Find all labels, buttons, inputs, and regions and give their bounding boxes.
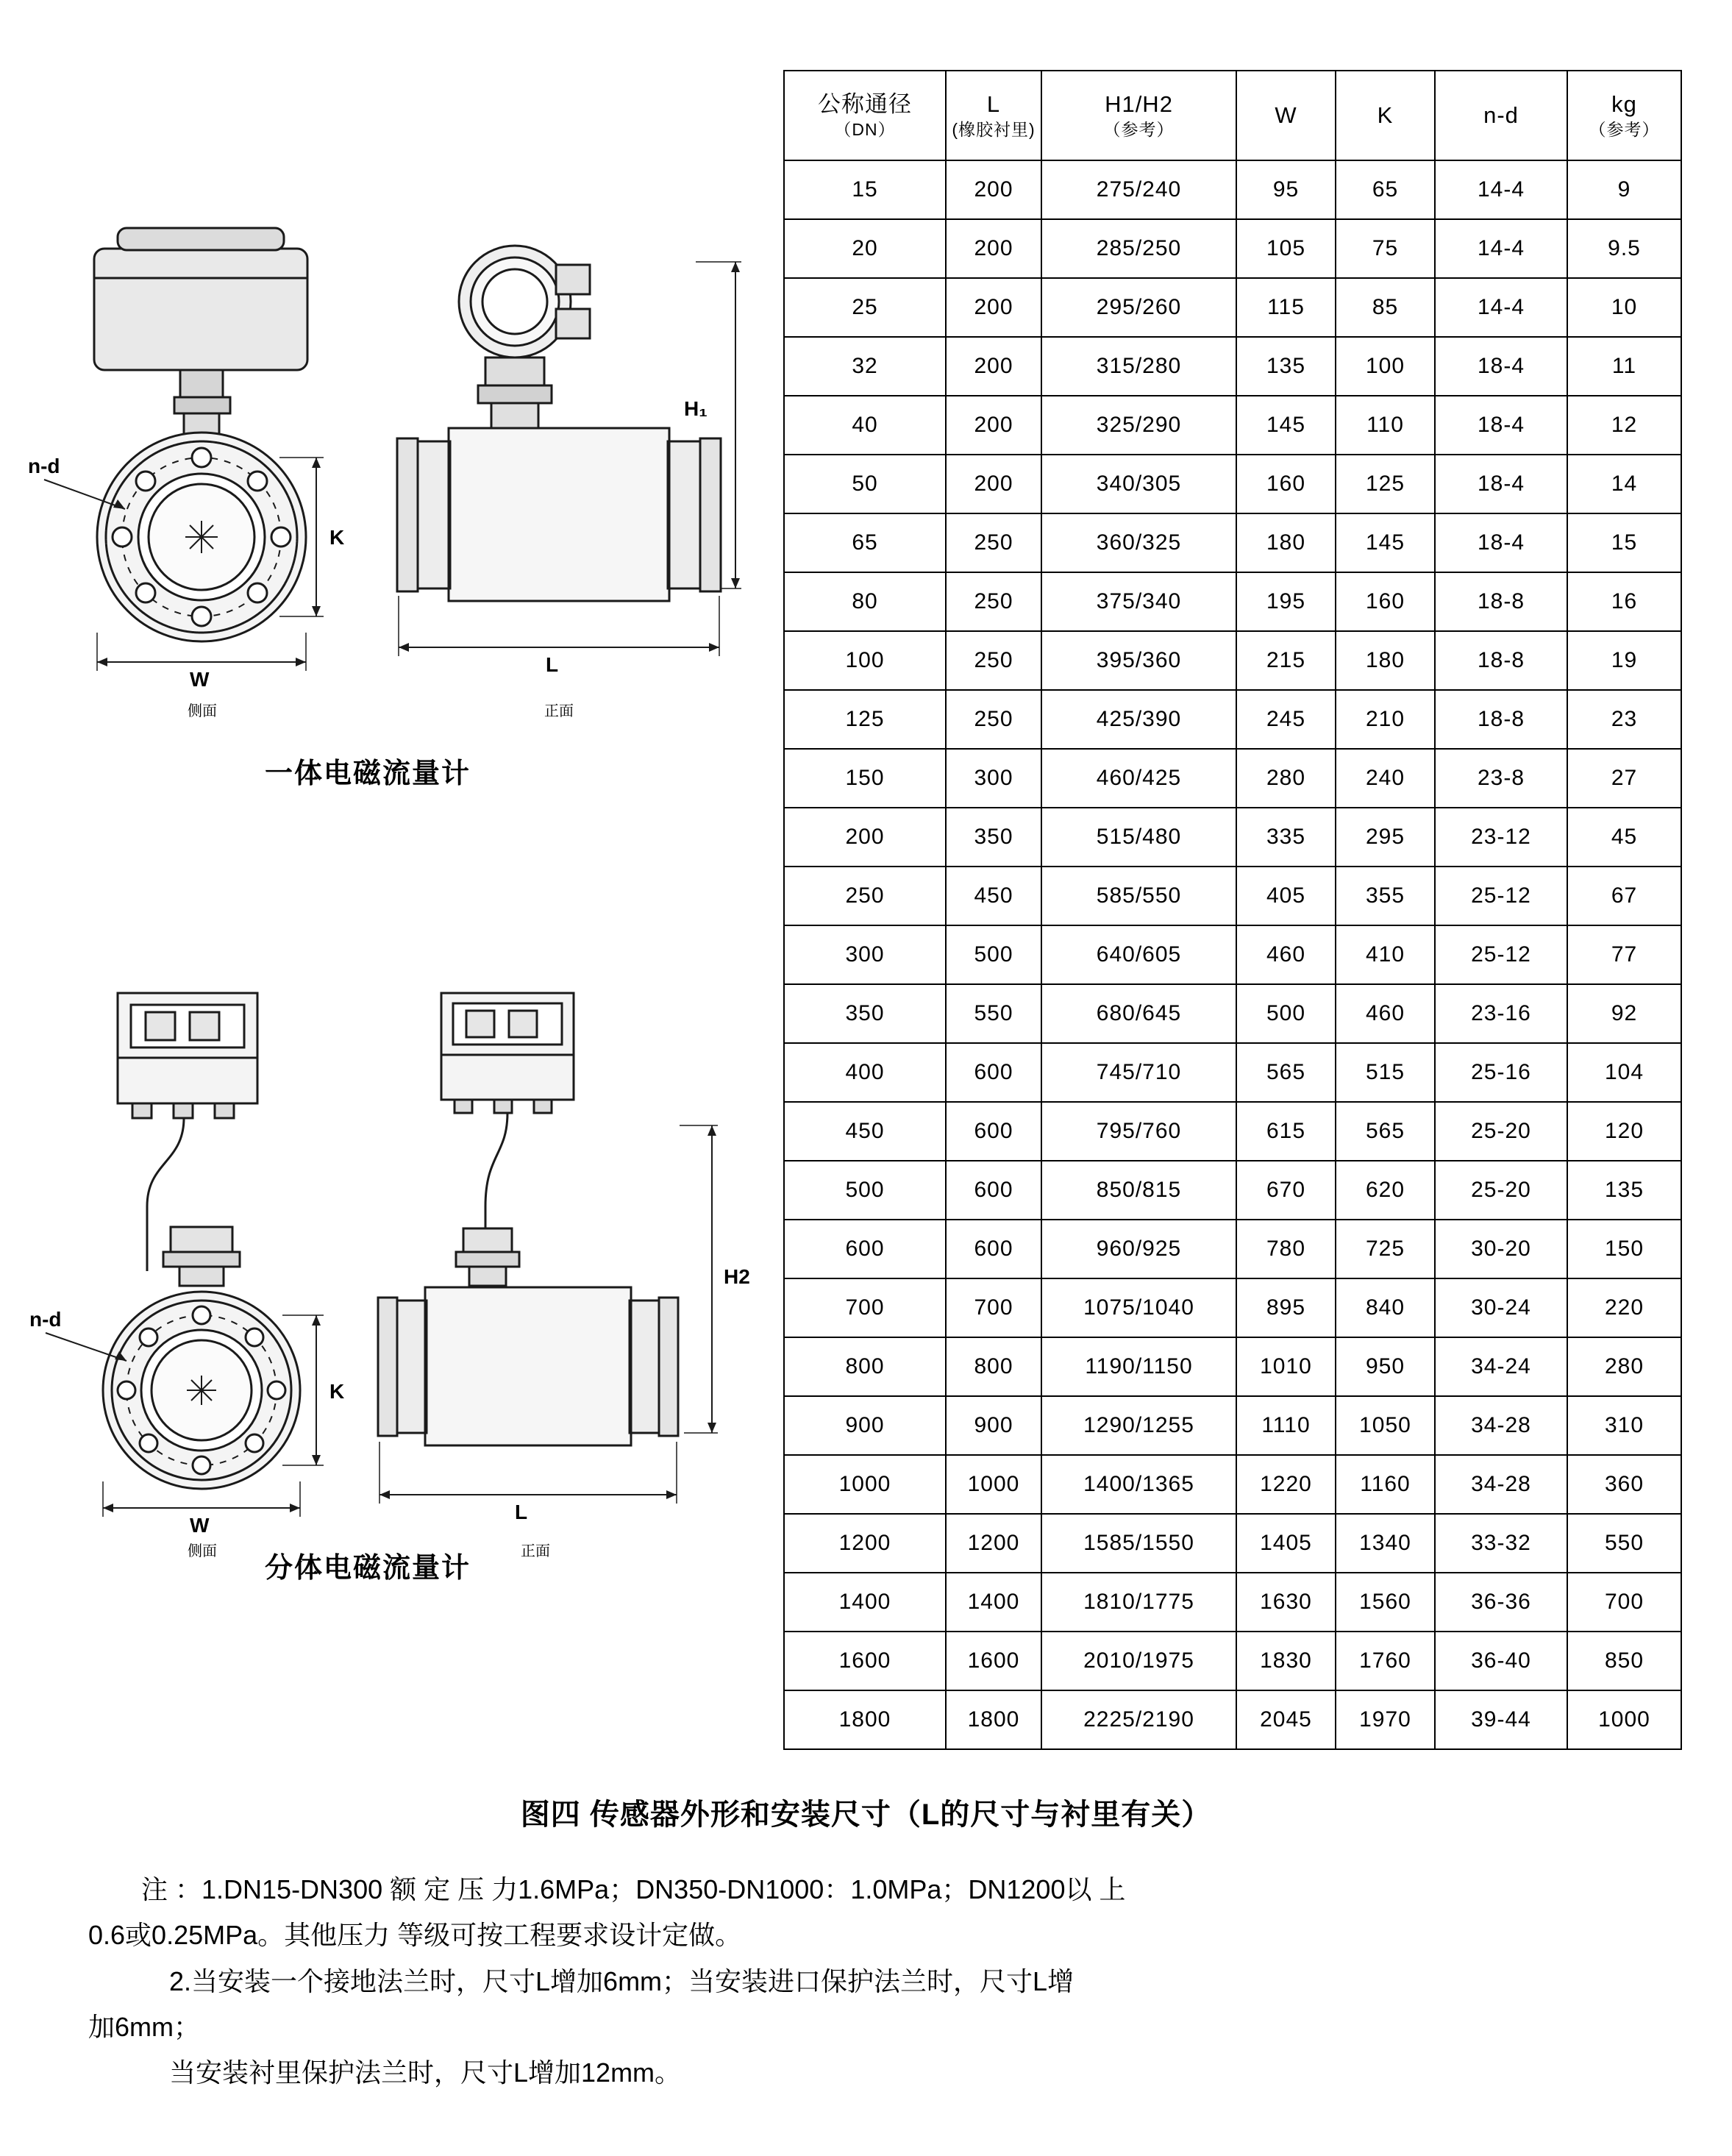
table-row [784,455,1681,513]
table-cell: 14-4 [1435,278,1567,337]
table-cell: 900 [784,1396,946,1455]
table-cell: 1970 [1336,1690,1435,1749]
table-cell: 100 [784,631,946,690]
table-cell: 245 [1236,690,1336,749]
table-cell: 65 [784,513,946,572]
table-cell: 18-4 [1435,513,1567,572]
table-row [784,1690,1681,1749]
table-cell: 160 [1336,572,1435,631]
label-w-bottom: W [190,1514,210,1537]
table-cell: 335 [1236,808,1336,867]
figure-integrated-flowmeter [0,221,758,824]
table-cell: 585/550 [1041,867,1236,925]
table-row [784,337,1681,396]
table-cell: 1075/1040 [1041,1278,1236,1337]
table-cell: 460/425 [1041,749,1236,808]
table-cell: 220 [1567,1278,1681,1337]
table-cell: 250 [784,867,946,925]
table-cell: 2045 [1236,1690,1336,1749]
table-cell: 280 [1236,749,1336,808]
table-row [784,749,1681,808]
table-cell: 850 [1567,1632,1681,1690]
table-cell: 9.5 [1567,219,1681,278]
table-header-row [784,71,1681,160]
table-cell: 850/815 [1041,1161,1236,1220]
figure-title: 图四 传感器外形和安装尺寸（L的尺寸与衬里有关） [520,1799,1212,1831]
table-cell: 1405 [1236,1514,1336,1573]
table-cell: 115 [1236,278,1336,337]
table-cell: 960/925 [1041,1220,1236,1278]
table-cell: 565 [1336,1102,1435,1161]
table-row [784,396,1681,455]
table-cell: 14-4 [1435,219,1567,278]
table-cell: 350 [946,808,1041,867]
table-cell: 1585/1550 [1041,1514,1236,1573]
view-label-side-top: 侧面 [188,703,217,719]
table-cell: 1000 [784,1455,946,1514]
table-cell: 200 [784,808,946,867]
table-cell: 150 [784,749,946,808]
table-cell: 550 [946,984,1041,1043]
table-cell: 92 [1567,984,1681,1043]
table-cell: 375/340 [1041,572,1236,631]
table-cell: 34-28 [1435,1396,1567,1455]
table-cell: 1290/1255 [1041,1396,1236,1455]
notes-block [88,1868,1655,2098]
table-cell: 104 [1567,1043,1681,1102]
table-cell: 460 [1336,984,1435,1043]
table-cell: 2225/2190 [1041,1690,1236,1749]
label-l-bottom: L [515,1501,528,1523]
table-header-cell [1236,71,1336,160]
view-label-front-top: 正面 [544,703,574,719]
table-header-cell [784,71,946,160]
table-cell: 23-8 [1435,749,1567,808]
table-row [784,1573,1681,1632]
table-cell: 18-8 [1435,690,1567,749]
table-cell: 10 [1567,278,1681,337]
table-cell: 275/240 [1041,160,1236,219]
table-cell: 745/710 [1041,1043,1236,1102]
header-main: W [1275,102,1297,128]
table-cell: 20 [784,219,946,278]
table-cell: 295 [1336,808,1435,867]
table-row [784,1043,1681,1102]
header-sub: （参考） [1589,120,1660,139]
table-row [784,1396,1681,1455]
separated-flowmeter-drawing [0,971,758,1633]
table-cell: 680/645 [1041,984,1236,1043]
table-cell: 145 [1336,513,1435,572]
table-cell: 250 [946,513,1041,572]
table-cell: 1340 [1336,1514,1435,1573]
table-row [784,160,1681,219]
table-cell: 410 [1336,925,1435,984]
header-main: H1/H2 [1105,91,1173,118]
table-cell: 800 [946,1337,1041,1396]
table-cell: 135 [1236,337,1336,396]
table-cell: 18-8 [1435,572,1567,631]
table-cell: 200 [946,337,1041,396]
table-row [784,925,1681,984]
table-cell: 39-44 [1435,1690,1567,1749]
table-cell: 1800 [784,1690,946,1749]
label-l-top: L [546,653,559,676]
table-cell: 670 [1236,1161,1336,1220]
table-row [784,513,1681,572]
table-cell: 160 [1236,455,1336,513]
note-line: 加6mm； [88,2011,200,2042]
note-line: 0.6或0.25MPa。其他压力 等级可按工程要求设计定做。 [88,1920,742,1951]
table-cell: 200 [946,396,1041,455]
table-cell: 30-20 [1435,1220,1567,1278]
label-nd-bottom: n-d [29,1308,62,1331]
table-cell: 2010/1975 [1041,1632,1236,1690]
table-cell: 840 [1336,1278,1435,1337]
table-cell: 1200 [784,1514,946,1573]
table-cell: 250 [946,631,1041,690]
table-cell: 18-4 [1435,396,1567,455]
label-nd-top: n-d [28,455,60,477]
table-cell: 280 [1567,1337,1681,1396]
table-cell: 11 [1567,337,1681,396]
table-row [784,572,1681,631]
table-cell: 25-20 [1435,1161,1567,1220]
table-cell: 195 [1236,572,1336,631]
table-cell: 45 [1567,808,1681,867]
table-cell: 25-12 [1435,867,1567,925]
table-cell: 215 [1236,631,1336,690]
caption-integrated-flowmeter: 一体电磁流量计 [264,758,471,789]
table-cell: 23-12 [1435,808,1567,867]
table-cell: 150 [1567,1220,1681,1278]
sensor-dimension-table [783,70,1682,1750]
table-cell: 180 [1336,631,1435,690]
table-header-cell [1567,71,1681,160]
table-row [784,1161,1681,1220]
table-cell: 640/605 [1041,925,1236,984]
header-sub: （DN） [834,120,896,139]
table-cell: 1830 [1236,1632,1336,1690]
table-cell: 360/325 [1041,513,1236,572]
table-cell: 1400/1365 [1041,1455,1236,1514]
table-header-cell [1336,71,1435,160]
table-cell: 900 [946,1396,1041,1455]
table-cell: 450 [946,867,1041,925]
table-cell: 23-16 [1435,984,1567,1043]
table-cell: 80 [784,572,946,631]
table-cell: 33-32 [1435,1514,1567,1573]
table-cell: 18-8 [1435,631,1567,690]
table-cell: 1810/1775 [1041,1573,1236,1632]
table-row [784,219,1681,278]
table-cell: 1400 [946,1573,1041,1632]
table-cell: 32 [784,337,946,396]
table-row [784,808,1681,867]
table-cell: 200 [946,455,1041,513]
table-cell: 25-20 [1435,1102,1567,1161]
note-line: 注 ：1.DN15-DN300 额 定 压 力1.6MPa；DN350-DN1000：1.0MPa；DN1200以 上 [141,1874,1126,1904]
table-cell: 16 [1567,572,1681,631]
label-h1-top: H₁ [684,397,708,420]
table-cell: 565 [1236,1043,1336,1102]
table-cell: 27 [1567,749,1681,808]
table-cell: 895 [1236,1278,1336,1337]
table-cell: 1200 [946,1514,1041,1573]
table-cell: 1630 [1236,1573,1336,1632]
table-cell: 615 [1236,1102,1336,1161]
table-cell: 1600 [784,1632,946,1690]
table-cell: 200 [946,219,1041,278]
table-cell: 1050 [1336,1396,1435,1455]
table-cell: 250 [946,572,1041,631]
table-cell: 50 [784,455,946,513]
table-cell: 700 [784,1278,946,1337]
table-cell: 145 [1236,396,1336,455]
table-cell: 600 [946,1220,1041,1278]
table-row [784,1278,1681,1337]
table-row [784,1337,1681,1396]
table-cell: 1600 [946,1632,1041,1690]
table-cell: 1560 [1336,1573,1435,1632]
table-row [784,278,1681,337]
table-cell: 1220 [1236,1455,1336,1514]
table-cell: 795/760 [1041,1102,1236,1161]
table-cell: 14-4 [1435,160,1567,219]
table-cell: 200 [946,278,1041,337]
table-cell: 9 [1567,160,1681,219]
table-cell: 200 [946,160,1041,219]
table-cell: 15 [784,160,946,219]
header-sub: （参考） [1103,120,1175,139]
table-cell: 34-28 [1435,1455,1567,1514]
table-row [784,1514,1681,1573]
label-k-top: K [329,526,345,549]
table-cell: 95 [1236,160,1336,219]
table-cell: 250 [946,690,1041,749]
view-label-side-bottom: 侧面 [188,1543,217,1559]
table-cell: 300 [784,925,946,984]
table-cell: 110 [1336,396,1435,455]
table-row [784,1102,1681,1161]
table-row [784,984,1681,1043]
table-cell: 460 [1236,925,1336,984]
header-main: kg [1611,91,1637,118]
table-cell: 12 [1567,396,1681,455]
table-body [784,160,1681,1749]
table-cell: 75 [1336,219,1435,278]
table-cell: 310 [1567,1396,1681,1455]
table-cell: 600 [946,1161,1041,1220]
table-cell: 620 [1336,1161,1435,1220]
table-cell: 400 [784,1043,946,1102]
table-header-cell [1435,71,1567,160]
table-cell: 1010 [1236,1337,1336,1396]
table-cell: 125 [784,690,946,749]
table-row [784,867,1681,925]
table-cell: 40 [784,396,946,455]
table-cell: 450 [784,1102,946,1161]
table-cell: 36-36 [1435,1573,1567,1632]
integrated-flowmeter-drawing [0,221,758,824]
table-cell: 360 [1567,1455,1681,1514]
table-cell: 14 [1567,455,1681,513]
table-cell: 15 [1567,513,1681,572]
table-cell: 23 [1567,690,1681,749]
table-cell: 240 [1336,749,1435,808]
table-cell: 105 [1236,219,1336,278]
table-cell: 125 [1336,455,1435,513]
table-cell: 285/250 [1041,219,1236,278]
table-cell: 500 [946,925,1041,984]
table-cell: 18-4 [1435,455,1567,513]
header-sub: (橡胶衬里) [952,120,1036,139]
table-cell: 300 [946,749,1041,808]
table-cell: 30-24 [1435,1278,1567,1337]
table-cell: 340/305 [1041,455,1236,513]
table-cell: 950 [1336,1337,1435,1396]
table-row [784,690,1681,749]
table-cell: 18-4 [1435,337,1567,396]
table-cell: 780 [1236,1220,1336,1278]
table-cell: 395/360 [1041,631,1236,690]
table-row [784,1220,1681,1278]
table-cell: 25-12 [1435,925,1567,984]
table-cell: 1190/1150 [1041,1337,1236,1396]
table-header-cell [1041,71,1236,160]
table-cell: 1800 [946,1690,1041,1749]
table-cell: 315/280 [1041,337,1236,396]
table-cell: 600 [946,1102,1041,1161]
note-line: 当安装衬里保护法兰时，尺寸L增加12mm。 [169,2057,682,2088]
table-cell: 515 [1336,1043,1435,1102]
caption-separated-flowmeter: 分体电磁流量计 [264,1553,471,1584]
header-main: 公称通径 [818,91,912,118]
label-k-bottom: K [329,1380,345,1403]
table-cell: 77 [1567,925,1681,984]
table-cell: 800 [784,1337,946,1396]
table-cell: 700 [1567,1573,1681,1632]
table-cell: 600 [946,1043,1041,1102]
table-cell: 500 [784,1161,946,1220]
table-cell: 1110 [1236,1396,1336,1455]
table-cell: 25-16 [1435,1043,1567,1102]
table-row [784,1455,1681,1514]
header-main: L [986,91,1001,118]
table-cell: 34-24 [1435,1337,1567,1396]
table-cell: 1160 [1336,1455,1435,1514]
table-cell: 100 [1336,337,1435,396]
table-cell: 350 [784,984,946,1043]
table-cell: 550 [1567,1514,1681,1573]
table-row [784,631,1681,690]
label-w-top: W [190,668,210,691]
header-main: n-d [1483,102,1519,128]
table-cell: 65 [1336,160,1435,219]
table-header-cell [946,71,1041,160]
table-cell: 1000 [946,1455,1041,1514]
view-label-front-bottom: 正面 [521,1543,550,1559]
table-cell: 355 [1336,867,1435,925]
table-cell: 1000 [1567,1690,1681,1749]
table-cell: 135 [1567,1161,1681,1220]
figure-separated-flowmeter [0,971,758,1633]
table-row [784,1632,1681,1690]
table-cell: 500 [1236,984,1336,1043]
table-cell: 120 [1567,1102,1681,1161]
table-cell: 700 [946,1278,1041,1337]
table-cell: 85 [1336,278,1435,337]
table-cell: 1760 [1336,1632,1435,1690]
table-cell: 515/480 [1041,808,1236,867]
table-cell: 210 [1336,690,1435,749]
note-line: 2.当安装一个接地法兰时，尺寸L增加6mm；当安装进口保护法兰时，尺寸L增 [169,1965,1075,1996]
label-h2-bottom: H2 [724,1265,750,1288]
table-cell: 405 [1236,867,1336,925]
table-cell: 36-40 [1435,1632,1567,1690]
table-cell: 325/290 [1041,396,1236,455]
table-cell: 295/260 [1041,278,1236,337]
table-cell: 19 [1567,631,1681,690]
spec-table-wrap [783,70,1681,1750]
table-cell: 425/390 [1041,690,1236,749]
table-cell: 25 [784,278,946,337]
table-cell: 600 [784,1220,946,1278]
table-cell: 1400 [784,1573,946,1632]
table-cell: 67 [1567,867,1681,925]
table-cell: 180 [1236,513,1336,572]
header-main: K [1377,102,1394,128]
table-cell: 725 [1336,1220,1435,1278]
drawings-column [0,0,758,1729]
